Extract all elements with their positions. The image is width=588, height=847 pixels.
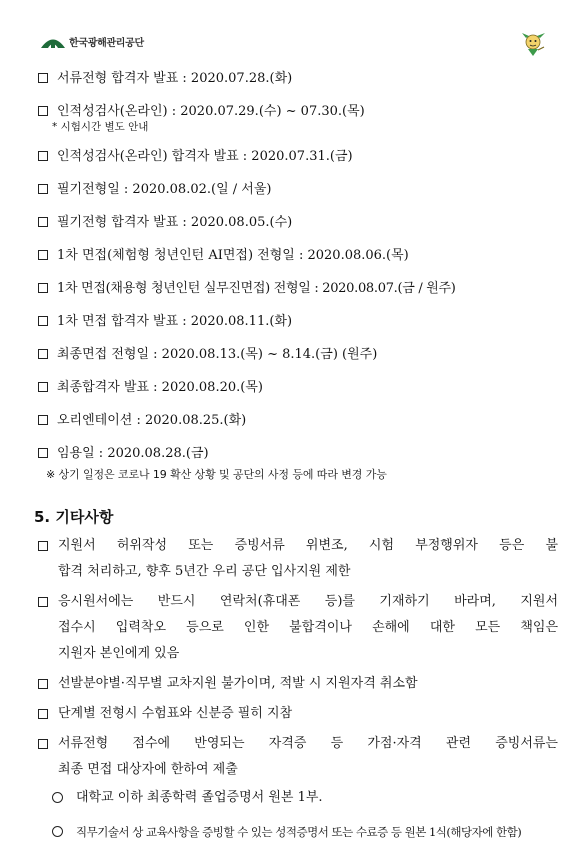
checkbox-square-icon bbox=[38, 283, 48, 293]
notice-line: 선발분야별·직무별 교차지원 불가이며, 적발 시 지원자격 취소함 bbox=[58, 676, 418, 691]
checkbox-square-icon bbox=[38, 448, 48, 458]
checkbox-square-icon bbox=[38, 597, 48, 607]
checkbox-square-icon bbox=[38, 739, 48, 749]
schedule-item: 서류전형 합격자 발표 : 2020.07.28.(화) bbox=[38, 62, 558, 95]
schedule-change-note: ※ 상기 일정은 코로나 19 확산 상황 및 공단의 사정 등에 따라 변경 가능 bbox=[46, 468, 387, 481]
checkbox-square-icon bbox=[38, 151, 48, 161]
circle-bullet-icon bbox=[52, 826, 63, 837]
notice-line: 응시원서에는 반드시 연락처(휴대폰 등)를 기재하기 바라며, 지원서 bbox=[58, 594, 558, 609]
company-logo bbox=[40, 34, 144, 49]
notice-line: 지원자 본인에게 있음 bbox=[58, 646, 180, 661]
schedule-item: 1차 면접 합격자 발표 : 2020.08.11.(화) bbox=[38, 305, 558, 338]
schedule-item: 인적성검사(온라인) : 2020.07.29.(수) ~ 07.30.(목) bbox=[38, 95, 558, 128]
notice-item bbox=[38, 589, 558, 667]
notice-item bbox=[38, 701, 558, 727]
schedule-item: 임용일 : 2020.08.28.(금) bbox=[38, 437, 558, 470]
document-body bbox=[34, 62, 558, 847]
notice-item bbox=[38, 671, 558, 697]
schedule-item: 인적성검사(온라인) 합격자 발표 : 2020.07.31.(금) bbox=[38, 140, 558, 173]
notice-line: 단계별 전형시 수험표와 신분증 필히 지참 bbox=[58, 706, 293, 721]
schedule-item: 최종합격자 발표 : 2020.08.20.(목) bbox=[38, 371, 558, 404]
document-subitem: 대학교 이하 최종학력 졸업증명서 원본 1부. bbox=[38, 783, 558, 813]
schedule-item: 최종면접 전형일 : 2020.08.13.(목) ~ 8.14.(금) (원주) bbox=[38, 338, 558, 371]
checkbox-square-icon bbox=[38, 382, 48, 392]
notice-line: 최종 면접 대상자에 한하여 제출 bbox=[58, 762, 238, 777]
schedule-item: 오리엔테이션 : 2020.08.25.(화) bbox=[38, 404, 558, 437]
schedule-item: 1차 면접(채용형 청년인턴 실무진면접) 전형일 : 2020.08.07.(금 / 원주) bbox=[38, 272, 558, 305]
checkbox-square-icon bbox=[38, 316, 48, 326]
schedule-item: 필기전형일 : 2020.08.02.(일 / 서울) bbox=[38, 173, 558, 206]
checkbox-square-icon bbox=[38, 709, 48, 719]
checkbox-square-icon bbox=[38, 415, 48, 425]
page-header bbox=[0, 0, 588, 60]
notice-line: 지원서 허위작성 또는 증빙서류 위변조, 시험 부정행위자 등은 불 bbox=[58, 538, 558, 553]
checkbox-square-icon bbox=[38, 250, 48, 260]
checkbox-square-icon bbox=[38, 106, 48, 116]
notice-line: 합격 처리하고, 향후 5년간 우리 공단 입사지원 제한 bbox=[58, 564, 351, 579]
notice-item bbox=[38, 533, 558, 585]
schedule-item: 필기전형 합격자 발표 : 2020.08.05.(수) bbox=[38, 206, 558, 239]
notice-line: 접수시 입력착오 등으로 인한 불합격이나 손해에 대한 모든 책임은 bbox=[58, 620, 558, 635]
checkbox-square-icon bbox=[38, 184, 48, 194]
logo-mark-icon bbox=[40, 35, 66, 49]
checkbox-square-icon bbox=[38, 679, 48, 689]
checkbox-square-icon bbox=[38, 349, 48, 359]
checkbox-square-icon bbox=[38, 541, 48, 551]
document-subitem: 직무기술서 상 교육사항을 증빙할 수 있는 성적증명서 또는 수료증 등 원본 1식(해당자에 한함) bbox=[38, 817, 558, 847]
checkbox-square-icon bbox=[38, 217, 48, 227]
logo-text: 한국광해관리공단 bbox=[69, 38, 144, 49]
mascot-icon bbox=[518, 30, 548, 58]
section-title: 5. 기타사항 bbox=[34, 508, 114, 526]
circle-bullet-icon bbox=[52, 792, 63, 803]
notice-item bbox=[38, 731, 558, 783]
checkbox-square-icon bbox=[38, 73, 48, 83]
schedule-item: 1차 면접(체험형 청년인턴 AI면접) 전형일 : 2020.08.06.(목) bbox=[38, 239, 558, 272]
schedule-note-time: * 시험시간 별도 안내 bbox=[52, 121, 149, 133]
notice-line: 서류전형 점수에 반영되는 자격증 등 가점·자격 관련 증빙서류는 bbox=[58, 736, 558, 751]
